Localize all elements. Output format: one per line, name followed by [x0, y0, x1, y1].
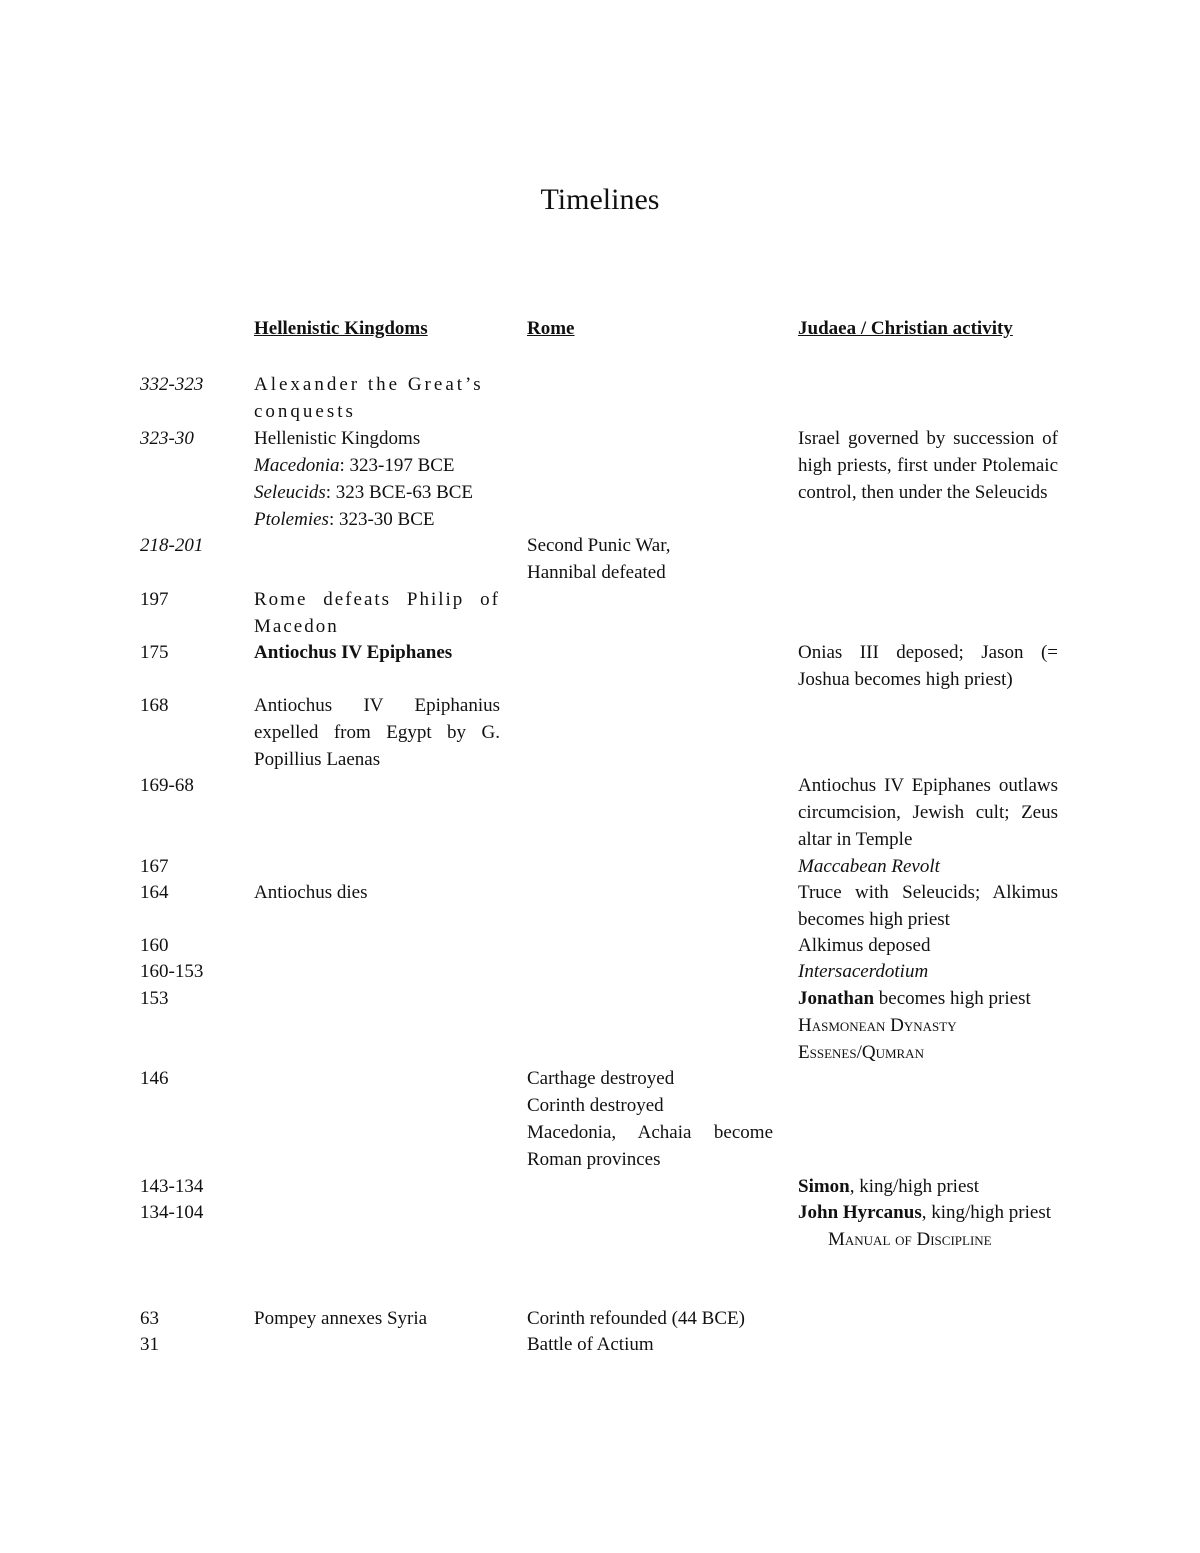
kingdom-dates: : 323 BCE-63 BCE — [325, 482, 474, 503]
kingdom-label: Seleucids — [254, 482, 326, 503]
kingdom-label: Macedonia — [254, 455, 340, 476]
judaea-cell — [798, 1173, 1058, 1200]
judaea-cell: Maccabean Revolt — [798, 856, 940, 877]
kingdom-ptolemies — [254, 506, 500, 533]
rome-cell: Second Punic War, Hannibal defeated — [527, 535, 671, 583]
rome-event: Carthage destroyed — [527, 1068, 675, 1089]
judaea-cell: Israel governed by succession of high priests, first under Ptolemaic control, then under the Seleucids — [798, 428, 1058, 503]
event-text: , king/high priest — [921, 1202, 1052, 1223]
kingdom-label: Ptolemies — [254, 509, 329, 530]
judaea-cell: Onias III deposed; Jason (= Joshua becomes high priest) — [798, 642, 1058, 690]
date-cell: 175 — [140, 642, 169, 663]
date-cell: 153 — [140, 988, 169, 1009]
column-header-judaea: Judaea / Christian activity — [798, 318, 1013, 339]
date-cell: 218-201 — [140, 535, 204, 556]
date-cell: 167 — [140, 856, 169, 877]
date-cell: 146 — [140, 1068, 169, 1089]
person-name: Jonathan — [798, 988, 875, 1009]
sect-note: Essenes/Qumran — [798, 1042, 924, 1063]
dynasty-note: Hasmonean Dynasty — [798, 1015, 957, 1036]
date-cell: 160-153 — [140, 961, 204, 982]
date-cell: 31 — [140, 1334, 159, 1355]
kingdoms-cell: Antiochus IV Epiphanius expelled from Egypt by G. Popillius Laenas — [254, 695, 500, 770]
judaea-cell: Intersacerdotium — [798, 961, 929, 982]
date-cell: 197 — [140, 589, 169, 610]
kingdoms-cell: Rome defeats Philip of Macedon — [254, 589, 500, 637]
kingdoms-cell: Pompey annexes Syria — [254, 1308, 428, 1329]
date-cell: 323-30 — [140, 428, 194, 449]
kingdom-dates: : 323-30 BCE — [328, 509, 435, 530]
date-cell: 160 — [140, 935, 169, 956]
kingdom-macedonia — [254, 452, 500, 479]
person-name: John Hyrcanus — [798, 1202, 922, 1223]
person-name: Simon — [798, 1176, 850, 1197]
date-cell: 143-134 — [140, 1176, 204, 1197]
judaea-cell: Truce with Seleucids; Alkimus becomes high priest — [798, 882, 1058, 930]
column-header-rome: Rome — [527, 318, 575, 339]
event-text: becomes high priest — [874, 988, 1031, 1009]
date-cell: 332-323 — [140, 374, 204, 395]
judaea-event — [798, 1199, 1058, 1226]
judaea-cell: Alkimus deposed — [798, 935, 931, 956]
date-cell: 168 — [140, 695, 169, 716]
column-header-hellenistic: Hellenistic Kingdoms — [254, 318, 428, 339]
judaea-event — [798, 985, 1058, 1012]
kingdoms-heading: Hellenistic Kingdoms — [254, 428, 421, 449]
kingdoms-cell: Antiochus dies — [254, 882, 368, 903]
kingdoms-cell: Alexander the Great’s conquests — [254, 374, 484, 422]
date-cell: 134-104 — [140, 1202, 204, 1223]
kingdom-seleucids — [254, 479, 500, 506]
page-title: Timelines — [540, 183, 660, 216]
judaea-cell — [798, 1199, 1058, 1253]
kingdoms-cell — [254, 425, 500, 533]
judaea-cell: Antiochus IV Epiphanes outlaws circumcision, Jewish cult; Zeus altar in Temple — [798, 775, 1058, 850]
rome-cell — [527, 1065, 773, 1173]
kingdoms-cell: Antiochus IV Epiphanes — [254, 642, 453, 663]
rome-cell: Corinth refounded (44 BCE) — [527, 1308, 745, 1329]
date-cell: 63 — [140, 1308, 159, 1329]
rome-cell: Battle of Actium — [527, 1334, 654, 1355]
rome-event: Macedonia, Achaia become Roman provinces — [527, 1122, 773, 1170]
date-cell: 164 — [140, 882, 169, 903]
document-note: Manual of Discipline — [828, 1229, 992, 1250]
rome-event: Corinth destroyed — [527, 1095, 664, 1116]
event-text: , king/high priest — [849, 1176, 980, 1197]
judaea-cell — [798, 985, 1058, 1066]
kingdom-dates: : 323-197 BCE — [339, 455, 455, 476]
date-cell: 169-68 — [140, 775, 194, 796]
